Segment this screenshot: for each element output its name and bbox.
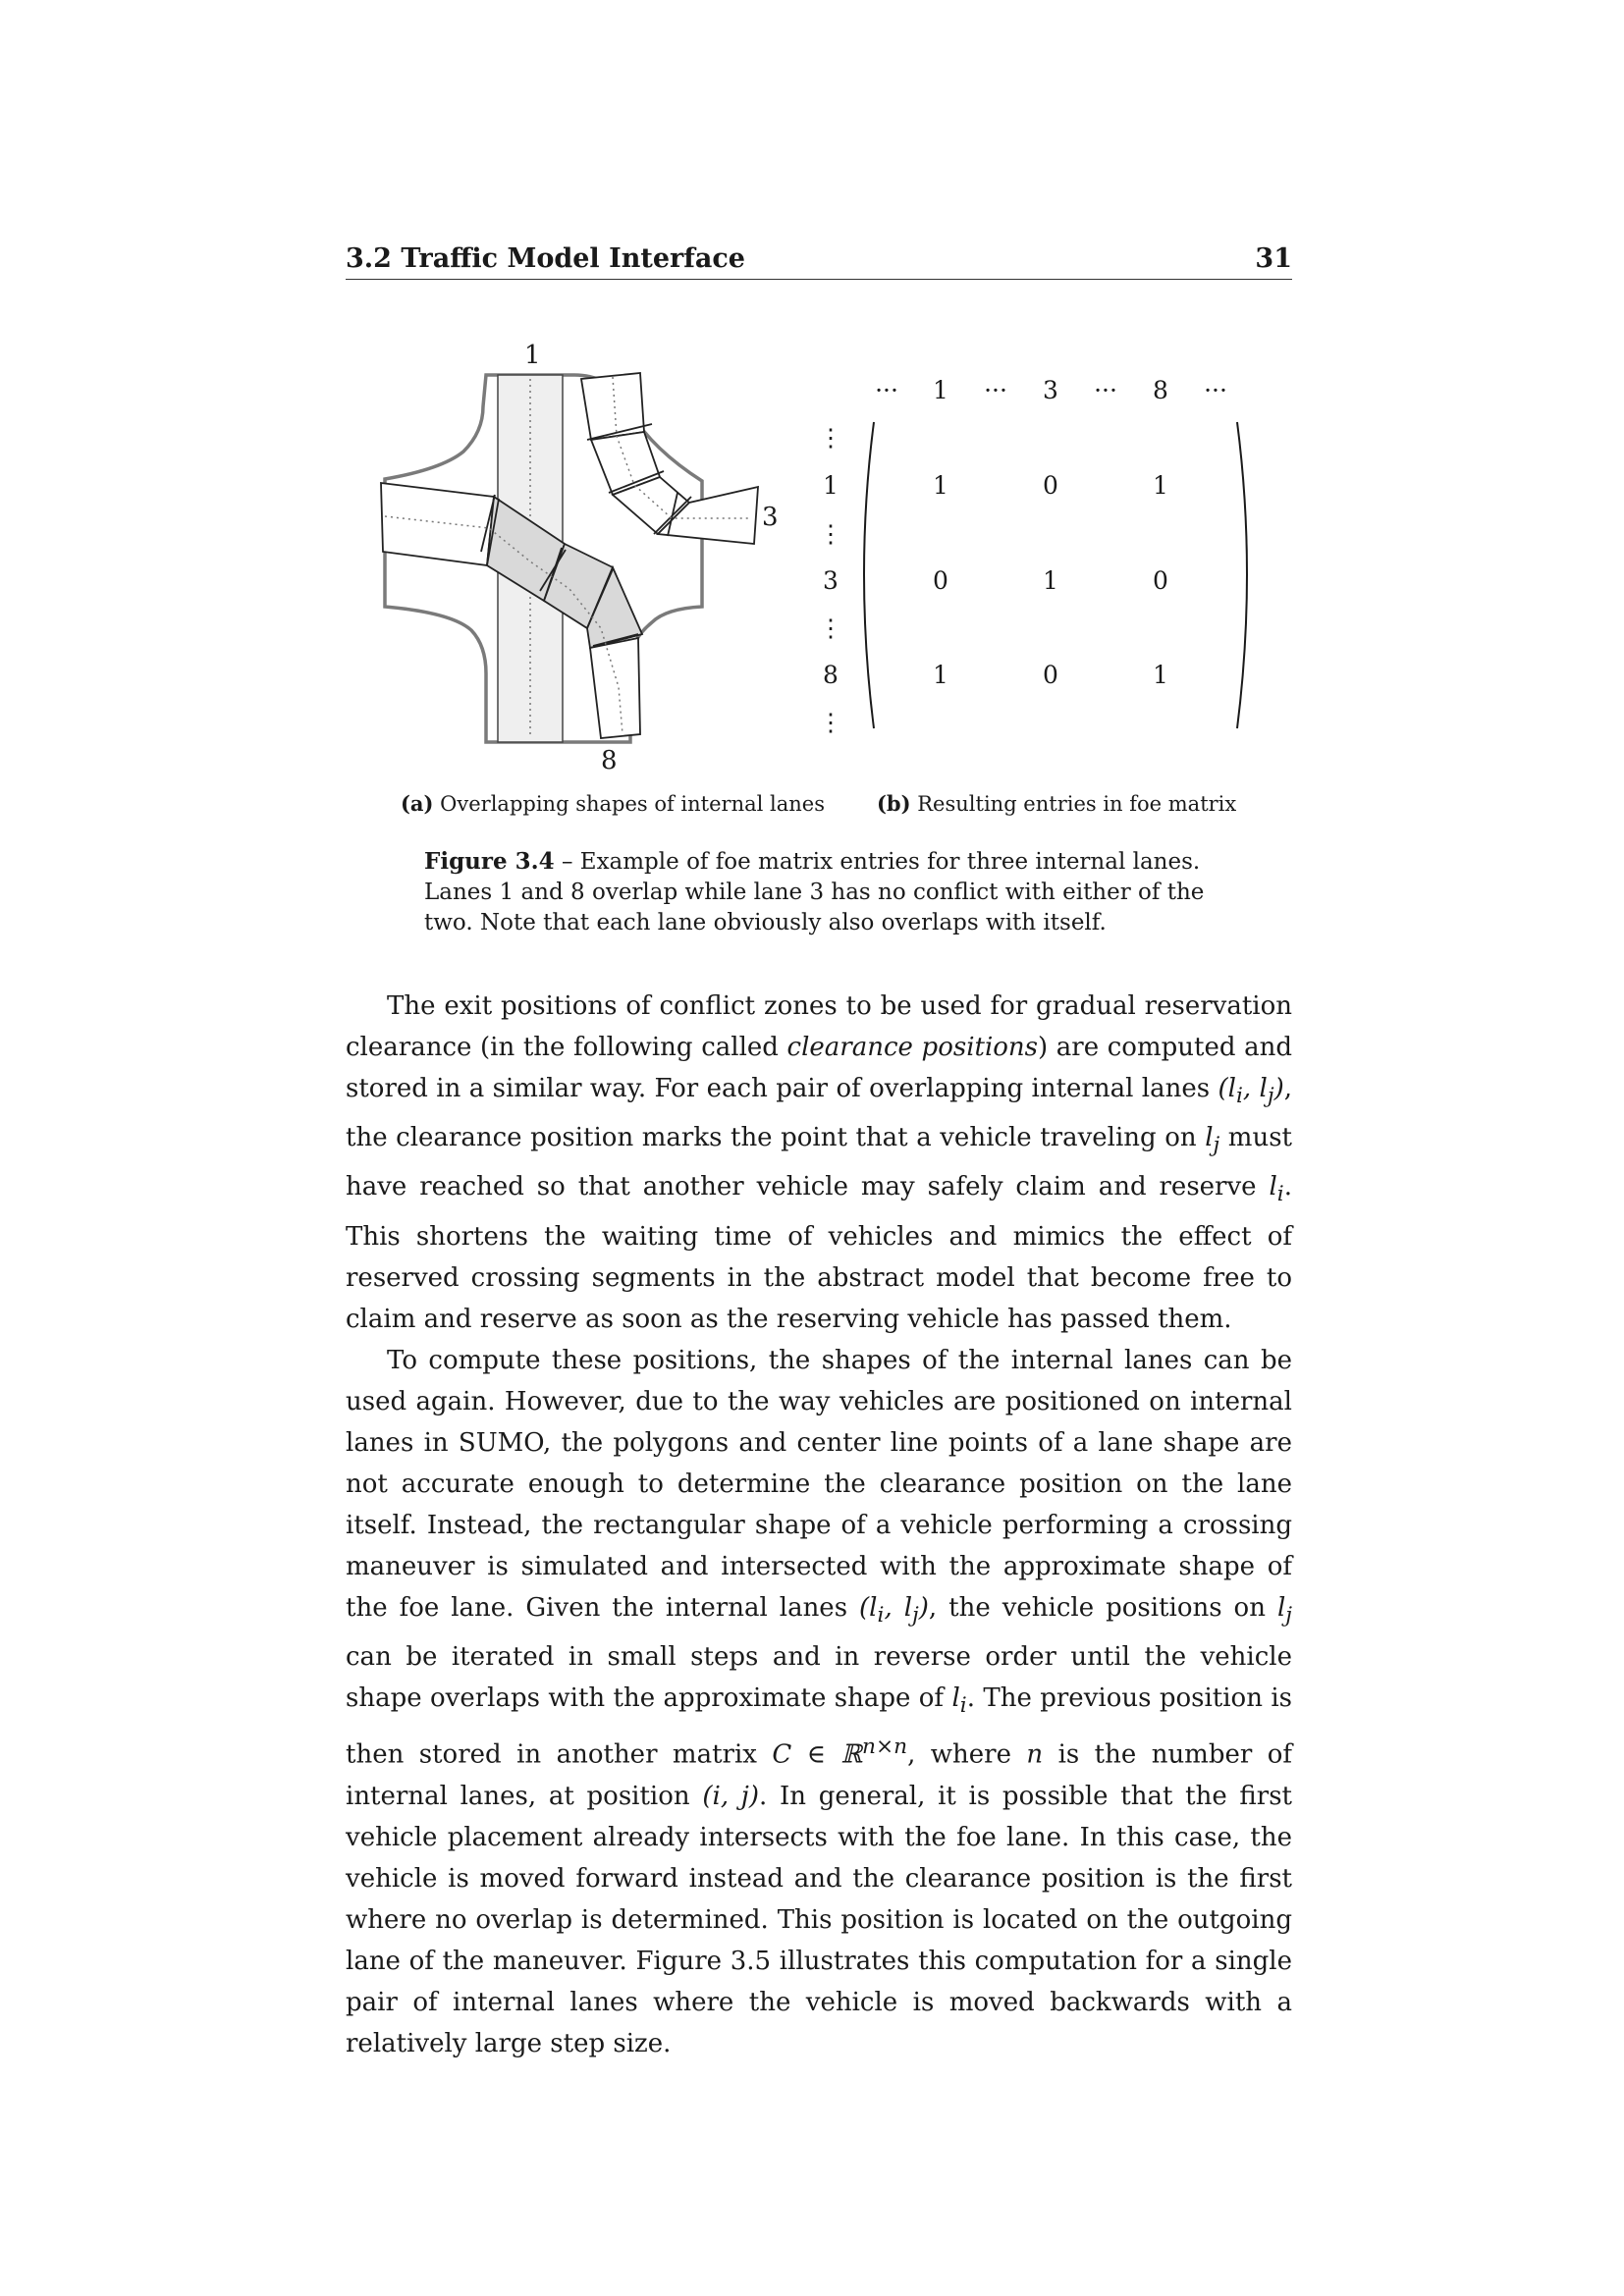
row-header-ellipsis: ⋮ (818, 708, 843, 736)
row-header-ellipsis: ⋮ (818, 519, 843, 548)
figure-caption (424, 846, 1229, 938)
body-text (346, 986, 1292, 2064)
row-header-1: 1 (823, 471, 839, 500)
matrix-cell: 1 (933, 661, 948, 689)
matrix-cell: 0 (933, 566, 948, 595)
row-header-8: 8 (823, 661, 839, 689)
lane-label-3: 3 (762, 503, 779, 532)
matrix-cell: 0 (1043, 661, 1058, 689)
lane-label-1: 1 (524, 341, 541, 370)
col-header-1: 1 (933, 376, 948, 404)
paragraph: To compute these positions, the shapes of the internal lanes can be used again. However, due to the way vehicles are positioned on internal lanes in SUMO, the polygons and center line points of a lane shape are not accurate enough to determine the clearance position on the lane itself. Instead, the rectangular shape of a vehicle performing a crossing maneuver is simulated and intersected with the approximate shape of the foe lane. Given the internal lanes ($l_i$, $l_j$), the vehicle positions on $l_j$ can be iterated in small steps and in reverse order until the vehicle shape overlaps with the approximate shape of $l_i$. The previous position is then stored in another matrix C ∈ ℝ$^{n\times n}$, where n is the number of internal lanes, at position (i, j). In general, it is possible that the first vehicle placement already intersects with the foe lane. In this case, the vehicle is moved forward instead and the clearance position is the first where no overlap is determined. This position is located on the outgoing lane of the maneuver. Figure 3.5 illustrates this computation for a single pair of internal lanes where the vehicle is moved backwards with a relatively large step size. (346, 1345, 1293, 2058)
subfigure-text-b: Resulting entries in foe matrix (917, 792, 1237, 816)
subfigure-label-b: (b) (877, 791, 911, 816)
subfigure-text-a: Overlapping shapes of internal lanes (440, 792, 825, 816)
paragraph: The exit positions of conflict zones to be used for gradual reservation clearance (in the following called clearance positions) are computed and stored in a similar way. For each pair of overlapping internal lanes ($l_i$, $l_j$), the clearance position marks the point that a vehicle traveling on $l_j$ must have reached so that another vehicle may safely claim and reserve $l_i$. This shortens the waiting time of vehicles and mimics the effect of reserved crossing segments in the abstract model that become free to claim and reserve as soon as the reserving vehicle has passed them. (346, 991, 1292, 1334)
foe-matrix (805, 363, 1257, 746)
row-headers (819, 423, 843, 736)
left-paren (864, 422, 874, 728)
col-header-ellipsis: ··· (984, 376, 1007, 404)
matrix-cells (933, 471, 1168, 689)
matrix-cell: 1 (1153, 471, 1168, 500)
figure-label: Figure 3.4 (424, 848, 555, 875)
subfigure-label-a: (a) (401, 791, 434, 816)
subfigure-caption-a (401, 791, 825, 816)
section-title: 3.2 Traffic Model Interface (346, 243, 745, 274)
row-header-ellipsis: ⋮ (818, 614, 843, 642)
row-header-ellipsis: ⋮ (818, 423, 843, 452)
row-header-3: 3 (823, 566, 839, 595)
col-header-ellipsis: ··· (1204, 376, 1227, 404)
col-header-ellipsis: ··· (1094, 376, 1117, 404)
matrix-cell: 1 (1153, 661, 1168, 689)
intersection-diagram (373, 334, 785, 785)
matrix-cell: 0 (1153, 566, 1168, 595)
col-header-ellipsis: ··· (875, 376, 898, 404)
running-head (346, 240, 1292, 280)
matrix-cell: 1 (1043, 566, 1058, 595)
right-paren (1237, 422, 1247, 728)
col-header-3: 3 (1043, 376, 1058, 404)
subfigure-caption-b (877, 791, 1236, 816)
figure-caption-text: – Example of foe matrix entries for three internal lanes. Lanes 1 and 8 overlap while lane 3 has no conflict with either of the two. Note that each lane obviously also overlaps with itself. (424, 849, 1205, 935)
lane-label-8: 8 (601, 746, 618, 775)
column-headers (875, 376, 1227, 404)
matrix-cell: 0 (1043, 471, 1058, 500)
col-header-8: 8 (1153, 376, 1168, 404)
page-number: 31 (1255, 243, 1292, 274)
matrix-cell: 1 (933, 471, 948, 500)
